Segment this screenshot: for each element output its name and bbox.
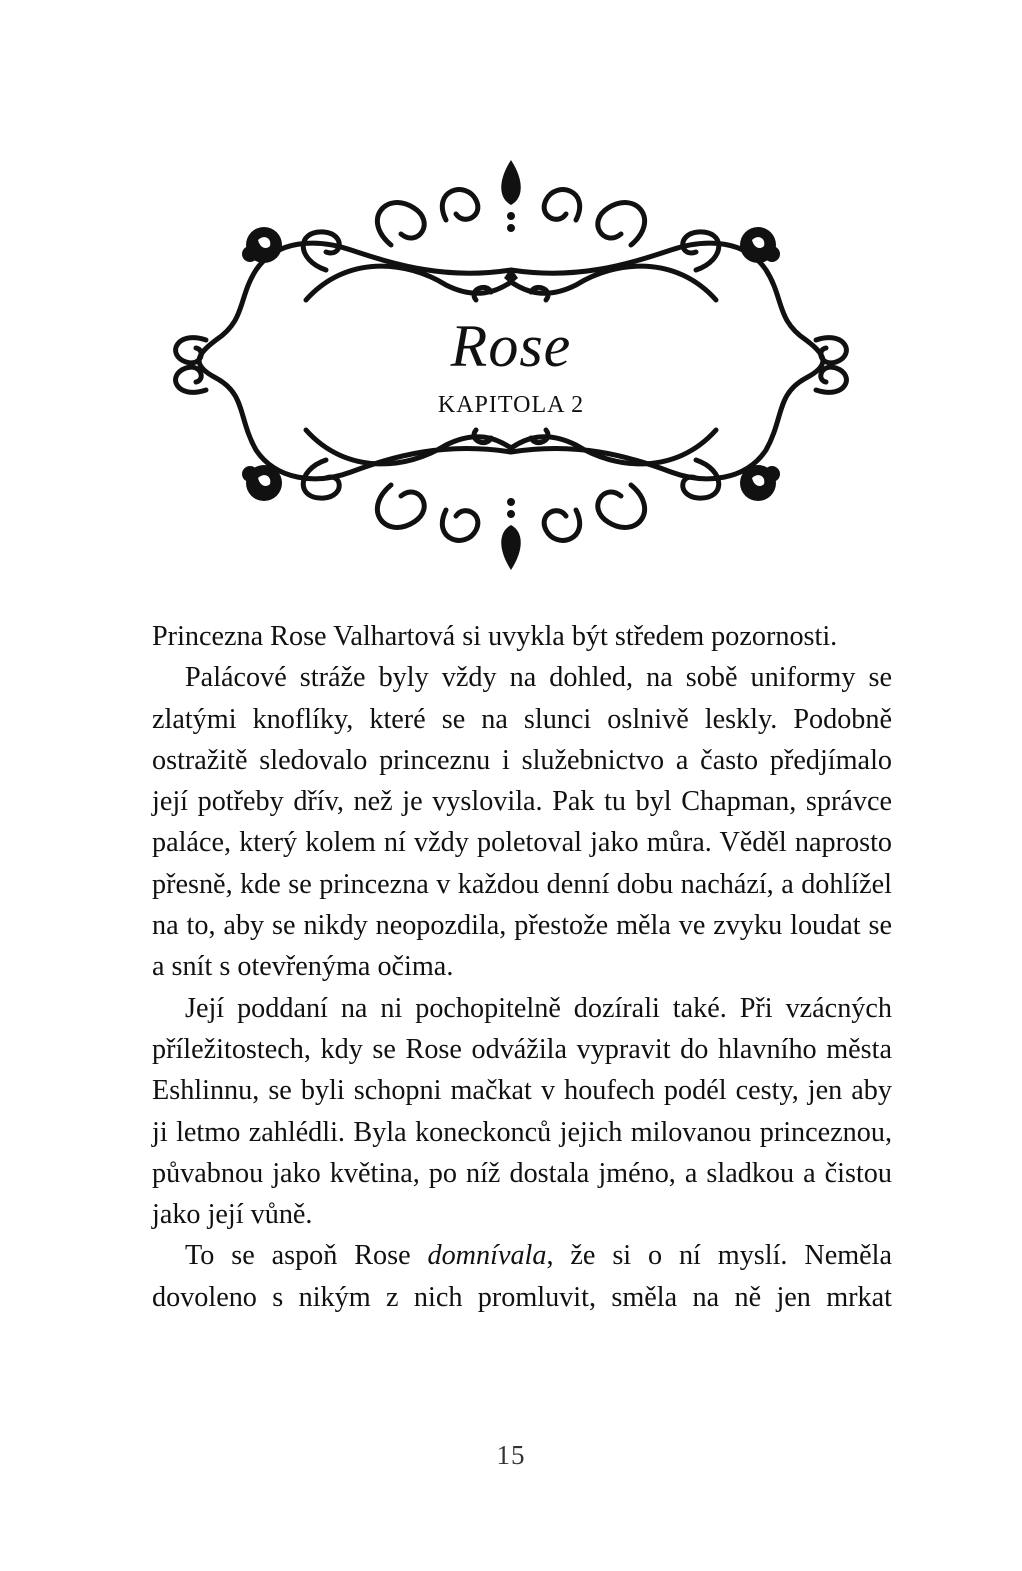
emphasized-word: domnívala (427, 1240, 547, 1272)
paragraph: Palácové stráže byly vždy na dohled, na sobě uniformy se zlatými knoflíky, které se na slunci oslnivě leskly. Podobně ostražitě sledovalo princeznu i služebnictvo a často předjímalo její potřeby dřív, než je vyslovila. Pak tu byl Chapman, správce paláce, který kolem ní vždy poletoval jako můra. Věděl naprosto přesně, kde se princezna v každou denní dobu nachází, a dohlížel na to, aby se nikdy neopozdila, přestože měla ve zvyku loudat se a snít s otevřenýma očima. (152, 662, 892, 983)
paragraph-text: , že si o ní myslí. Neměla dovoleno s nikým z nich promluvit, směla na ně jen mrkat (152, 1240, 892, 1313)
chapter-body (152, 616, 892, 1318)
paragraph: Princezna Rose Valhartová si uvykla být středem pozornosti. (152, 621, 838, 652)
paragraph-text: To se aspoň Rose (185, 1240, 428, 1272)
chapter-number-label: KAPITOLA 2 (437, 392, 585, 418)
chapter-title: Rose (450, 313, 572, 379)
paragraph: Její poddaní na ni pochopitelně dozírali také. Při vzácných příležitostech, kdy se Rose odvážila vypravit do hlavního města Eshlinnu, se byli schopni mačkat v houfech podél cesty, jen aby ji letmo zahlédli. Byla koneckonců jejich milovanou princeznou, půvabnou jako květina, po níž dostala jméno, a sladkou a čistou jako její vůně. (152, 992, 892, 1231)
paragraph (152, 1235, 892, 1318)
page-number: 15 (496, 1440, 526, 1470)
